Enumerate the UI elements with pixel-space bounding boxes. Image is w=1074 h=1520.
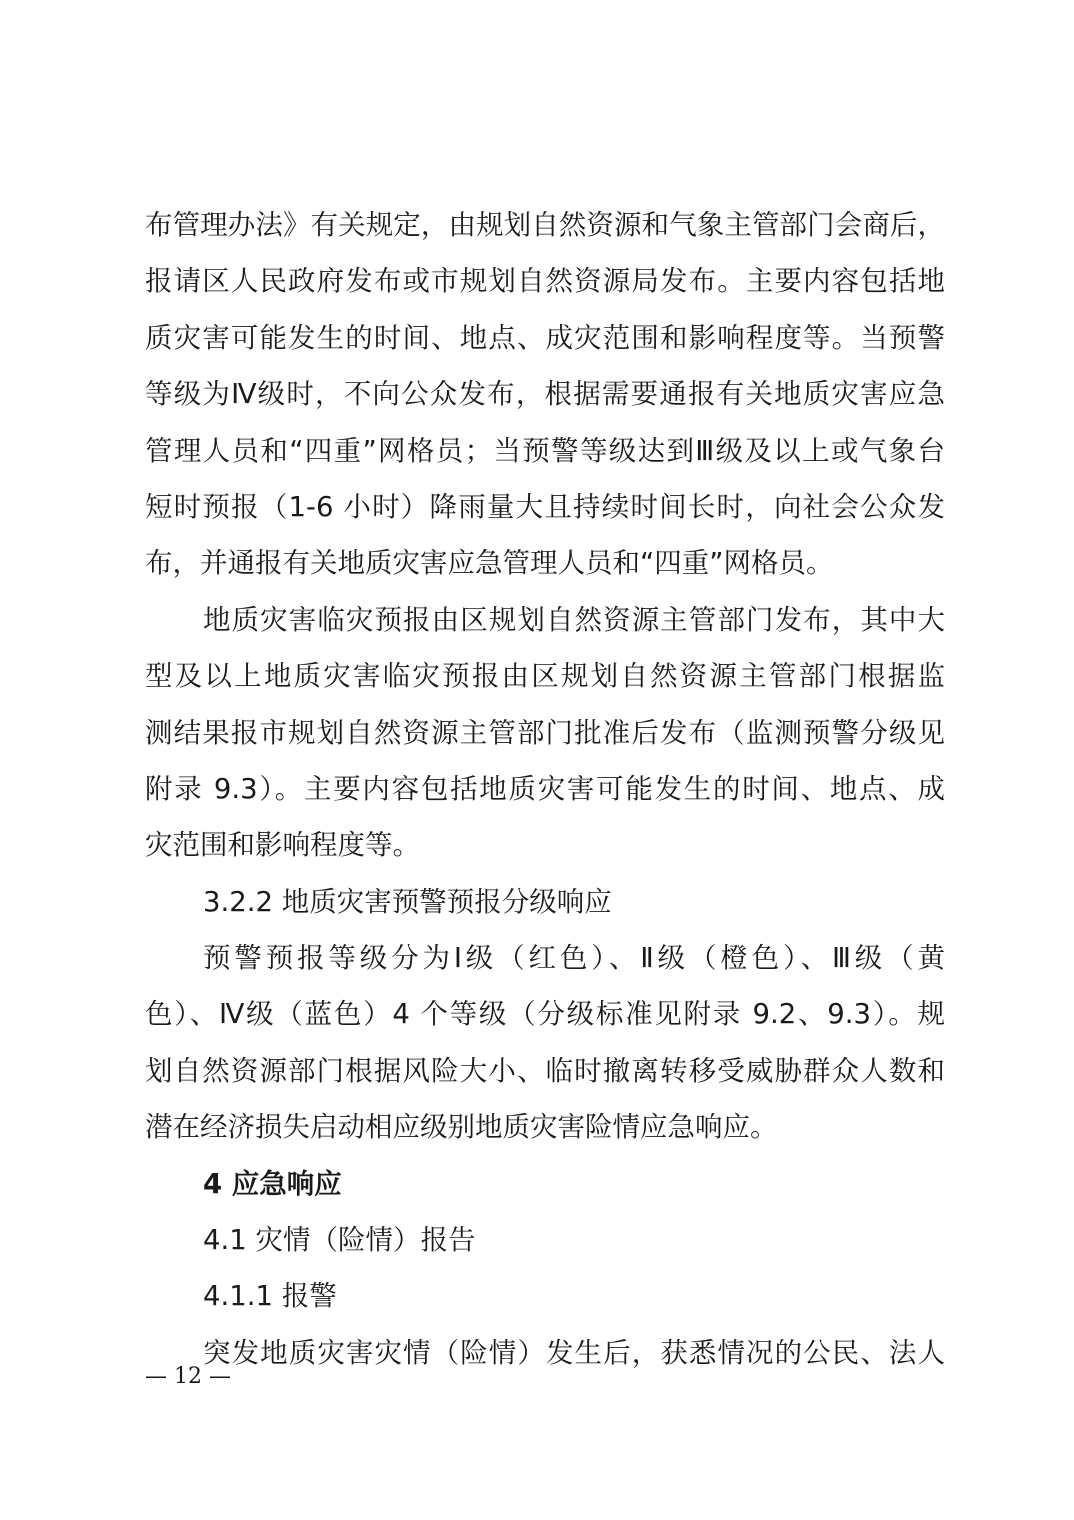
- paragraph-line: 预警预报等级分为Ⅰ级（红色）、Ⅱ级（橙色）、Ⅲ级（黄: [203, 942, 945, 975]
- subsection-heading: 4.1.1 报警: [203, 1280, 337, 1313]
- section-heading: 3.2.2 地质灾害预警预报分级响应: [203, 885, 612, 918]
- paragraph-line: 灾范围和影响程度等。: [145, 829, 420, 862]
- paragraph-line: 质灾害可能发生的时间、地点、成灾范围和影响程度等。当预警: [145, 321, 945, 354]
- section-heading: 4.1 灾情（险情）报告: [203, 1224, 476, 1257]
- paragraph-line: 色）、Ⅳ级（蓝色）4 个等级（分级标准见附录 9.2、9.3）。规: [145, 998, 945, 1031]
- paragraph-line: 报请区人民政府发布或市规划自然资源局发布。主要内容包括地: [145, 265, 945, 298]
- paragraph-line: 布管理办法》有关规定，由规划自然资源和气象主管部门会商后，: [145, 209, 945, 241]
- paragraph-line: 潜在经济损失启动相应级别地质灾害险情应急响应。: [145, 1111, 778, 1144]
- paragraph-line: 测结果报市规划自然资源主管部门批准后发布（监测预警分级见: [145, 716, 945, 749]
- paragraph-line: 管理人员和“四重”网格员；当预警等级达到Ⅲ级及以上或气象台: [145, 434, 945, 467]
- paragraph-line: 短时预报（1-6 小时）降雨量大且持续时间长时，向社会公众发: [145, 490, 945, 523]
- paragraph-line: 型及以上地质灾害临灾预报由区规划自然资源主管部门根据监: [145, 660, 945, 693]
- page-number: — 12 —: [145, 1364, 231, 1389]
- paragraph-line: 地质灾害临灾预报由区规划自然资源主管部门发布，其中大: [203, 603, 945, 636]
- paragraph-line: 等级为Ⅳ级时，不向公众发布，根据需要通报有关地质灾害应急: [145, 378, 945, 411]
- paragraph-line: 附录 9.3）。主要内容包括地质灾害可能发生的时间、地点、成: [145, 772, 945, 805]
- body-text: [145, 197, 945, 1381]
- paragraph-line: 划自然资源部门根据风险大小、临时撤离转移受威胁群众人数和: [145, 1054, 945, 1087]
- paragraph-line: 布，并通报有关地质灾害应急管理人员和“四重”网格员。: [145, 547, 834, 580]
- paragraph-line: 突发地质灾害灾情（险情）发生后，获悉情况的公民、法人: [203, 1336, 945, 1369]
- chapter-heading: 4 应急响应: [203, 1167, 342, 1200]
